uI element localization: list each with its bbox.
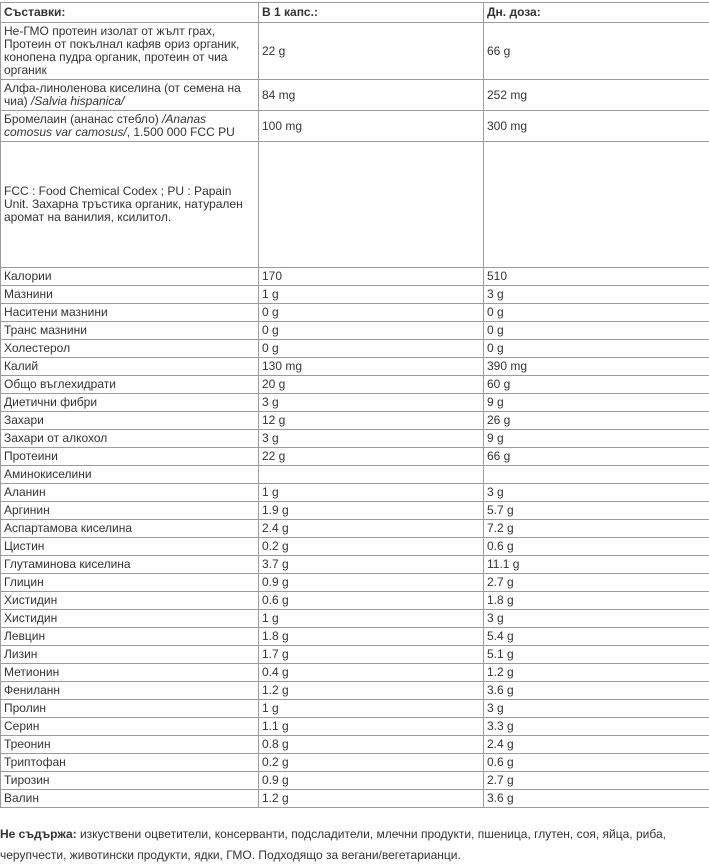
ingredient-cell [1,736,259,754]
column-header-per-capsule: В 1 капс.: [259,3,484,23]
table-row [1,520,709,538]
ingredient-cell [1,430,259,448]
note-row [1,142,709,268]
ingredient-cell [1,484,259,502]
per-capsule-cell: 1.2 g [259,790,484,808]
table-row [1,340,709,358]
table-row [1,682,709,700]
daily-dose-cell: 390 mg [484,358,709,376]
per-capsule-cell: 100 mg [259,111,484,142]
ingredient-cell [1,520,259,538]
table-row [1,628,709,646]
table-row [1,718,709,736]
per-capsule-cell: 12 g [259,412,484,430]
ingredient-text: Холестерол [4,341,70,355]
per-capsule-cell: 3 g [259,394,484,412]
ingredient-cell [1,754,259,772]
per-capsule-cell: 3 g [259,430,484,448]
column-header-ingredients: Съставки: [1,3,259,23]
daily-dose-cell: 1.2 g [484,664,709,682]
table-row [1,466,709,484]
ingredient-text: Аспартамова киселина [4,521,132,535]
ingredient-text: Транс мазнини [4,323,87,337]
daily-dose-cell: 2.4 g [484,736,709,754]
table-row [1,556,709,574]
table-row [1,304,709,322]
ingredient-cell [1,772,259,790]
daily-dose-cell: 9 g [484,430,709,448]
table-row [1,412,709,430]
ingredient-text: Треонин [4,737,51,751]
ingredient-text: Диетични фибри [4,395,97,409]
table-row [1,610,709,628]
ingredient-text: Алфа-линоленова киселина (от семена на чиа) [4,81,241,108]
per-capsule-cell: 1.9 g [259,502,484,520]
table-row [1,664,709,682]
per-capsule-cell: 170 [259,268,484,286]
daily-dose-cell: 9 g [484,394,709,412]
per-capsule-cell: 1.7 g [259,646,484,664]
per-capsule-cell: 0.6 g [259,592,484,610]
daily-dose-cell: 5.4 g [484,628,709,646]
ingredient-cell [1,394,259,412]
ingredient-text: Не-ГМО протеин изолат от жълт грах, Протеин от покълнал кафяв ориз органик, конопена пудра органик, протеин от чиа органик [4,24,239,77]
daily-dose-cell: 26 g [484,412,709,430]
daily-dose-cell [484,466,709,484]
ingredient-cell [1,80,259,111]
table-row [1,700,709,718]
table-header-row [1,3,709,23]
daily-dose-cell: 2.7 g [484,574,709,592]
ingredient-latin-name: /Salvia hispanica/ [31,94,124,108]
ingredient-cell [1,538,259,556]
ingredient-cell [1,111,259,142]
daily-dose-cell: 0.6 g [484,538,709,556]
ingredient-text: Аминокиселини [4,467,92,481]
daily-dose-cell [484,142,709,268]
ingredient-cell [1,340,259,358]
table-row [1,286,709,304]
table-row [1,448,709,466]
ingredient-cell [1,286,259,304]
disclaimer-text: изкуствени оцветители, консерванти, подсладители, млечни продукти, пшеница, глутен, соя, яйца, риба, черупчести, животински продукти, ядки, ГМО. Подходящо за вегани/вегетарианци. [0,827,666,862]
ingredient-cell [1,574,259,592]
daily-dose-cell: 0 g [484,322,709,340]
ingredient-cell [1,592,259,610]
per-capsule-cell: 1.2 g [259,682,484,700]
ingredient-text: Серин [4,719,39,733]
column-header-daily-dose: Дн. доза: [484,3,709,23]
ingredient-cell [1,268,259,286]
table-row [1,538,709,556]
table-row [1,484,709,502]
ingredient-text: Глицин [4,575,44,589]
ingredient-text: Мазнини [4,287,53,301]
table-row [1,430,709,448]
per-capsule-cell: 0.2 g [259,538,484,556]
ingredient-text: Протеини [4,449,58,463]
per-capsule-cell: 0 g [259,340,484,358]
table-row [1,754,709,772]
per-capsule-cell: 84 mg [259,80,484,111]
table-row [1,592,709,610]
daily-dose-cell: 3.6 g [484,790,709,808]
daily-dose-cell: 60 g [484,376,709,394]
table-row [1,736,709,754]
disclaimer [0,824,709,866]
ingredient-cell [1,376,259,394]
ingredient-cell [1,718,259,736]
daily-dose-cell: 0 g [484,304,709,322]
per-capsule-cell: 2.4 g [259,520,484,538]
per-capsule-cell: 1 g [259,286,484,304]
ingredient-text: Фениланн [4,683,60,697]
ingredient-text: Левцин [4,629,45,643]
per-capsule-cell: 0.2 g [259,754,484,772]
daily-dose-cell: 0.6 g [484,754,709,772]
daily-dose-cell: 66 g [484,23,709,80]
per-capsule-cell: 3.7 g [259,556,484,574]
ingredient-cell [1,142,259,268]
per-capsule-cell: 1.8 g [259,628,484,646]
ingredient-cell [1,466,259,484]
ingredient-cell [1,448,259,466]
daily-dose-cell: 252 mg [484,80,709,111]
per-capsule-cell: 1 g [259,700,484,718]
ingredient-text: Глутаминова киселина [4,557,131,571]
ingredient-text: Цистин [4,539,44,553]
daily-dose-cell: 3 g [484,700,709,718]
ingredient-text: Бромелаин (ананас стебло) [4,112,162,126]
daily-dose-cell: 11.1 g [484,556,709,574]
ingredient-cell [1,322,259,340]
daily-dose-cell: 66 g [484,448,709,466]
ingredient-cell [1,646,259,664]
daily-dose-cell: 3 g [484,484,709,502]
daily-dose-cell: 510 [484,268,709,286]
per-capsule-cell: 0 g [259,304,484,322]
per-capsule-cell: 0.4 g [259,664,484,682]
per-capsule-cell: 0.9 g [259,574,484,592]
table-row [1,23,709,80]
ingredient-cell [1,790,259,808]
table-row [1,646,709,664]
table-row [1,502,709,520]
ingredient-text: Пролин [4,701,46,715]
ingredient-text: FCC : Food Chemical Codex ; PU : Papain Unit. Захарна тръстика органик, натурален аромат на ванилия, ксилитол. [4,184,243,224]
table-body [1,23,709,808]
daily-dose-cell: 1.8 g [484,592,709,610]
ingredient-text: , 1.500 000 FCC PU [127,125,235,139]
per-capsule-cell: 22 g [259,23,484,80]
ingredient-text: Захари [4,413,44,427]
per-capsule-cell: 0.9 g [259,772,484,790]
ingredient-cell [1,682,259,700]
ingredient-cell [1,304,259,322]
table-row [1,358,709,376]
table-row [1,790,709,808]
daily-dose-cell: 3.6 g [484,682,709,700]
ingredient-cell [1,610,259,628]
per-capsule-cell: 1 g [259,484,484,502]
table-row [1,322,709,340]
ingredient-cell [1,412,259,430]
ingredient-text: Лизин [4,647,37,661]
per-capsule-cell: 0 g [259,322,484,340]
per-capsule-cell: 1.1 g [259,718,484,736]
ingredient-cell [1,700,259,718]
daily-dose-cell: 5.1 g [484,646,709,664]
ingredient-text: Валин [4,791,39,805]
per-capsule-cell: 130 mg [259,358,484,376]
daily-dose-cell: 5.7 g [484,502,709,520]
ingredient-text: Метионин [4,665,59,679]
per-capsule-cell: 0.8 g [259,736,484,754]
nutrition-table [0,2,709,808]
per-capsule-cell: 1 g [259,610,484,628]
ingredient-cell [1,502,259,520]
ingredient-text: Триптофан [4,755,66,769]
ingredient-cell [1,358,259,376]
ingredient-latin-name: /Ananas comosus var camosus/ [4,112,206,139]
table-row [1,268,709,286]
per-capsule-cell: 22 g [259,448,484,466]
daily-dose-cell: 3 g [484,286,709,304]
ingredient-text: Захари от алкохол [4,431,107,445]
table-row [1,394,709,412]
table-row [1,772,709,790]
table-row [1,80,709,111]
ingredient-cell [1,23,259,80]
ingredient-text: Аргинин [4,503,50,517]
table-row [1,376,709,394]
ingredient-cell [1,664,259,682]
ingredient-cell [1,628,259,646]
daily-dose-cell: 2.7 g [484,772,709,790]
ingredient-text: Калий [4,359,38,373]
daily-dose-cell: 7.2 g [484,520,709,538]
daily-dose-cell: 3 g [484,610,709,628]
per-capsule-cell [259,142,484,268]
ingredient-text: Наситени мазнини [4,305,108,319]
daily-dose-cell: 0 g [484,340,709,358]
ingredient-text: Аланин [4,485,46,499]
table-row [1,574,709,592]
ingredient-text: Тирозин [4,773,50,787]
daily-dose-cell: 300 mg [484,111,709,142]
ingredient-text: Калории [4,269,52,283]
per-capsule-cell: 20 g [259,376,484,394]
per-capsule-cell [259,466,484,484]
ingredient-text: Общо въглехидрати [4,377,116,391]
ingredient-cell [1,556,259,574]
daily-dose-cell: 3.3 g [484,718,709,736]
ingredient-text: Хистидин [4,593,57,607]
ingredient-text: Хистидин [4,611,57,625]
disclaimer-prefix: Не съдържа: [0,827,77,841]
table-row [1,111,709,142]
